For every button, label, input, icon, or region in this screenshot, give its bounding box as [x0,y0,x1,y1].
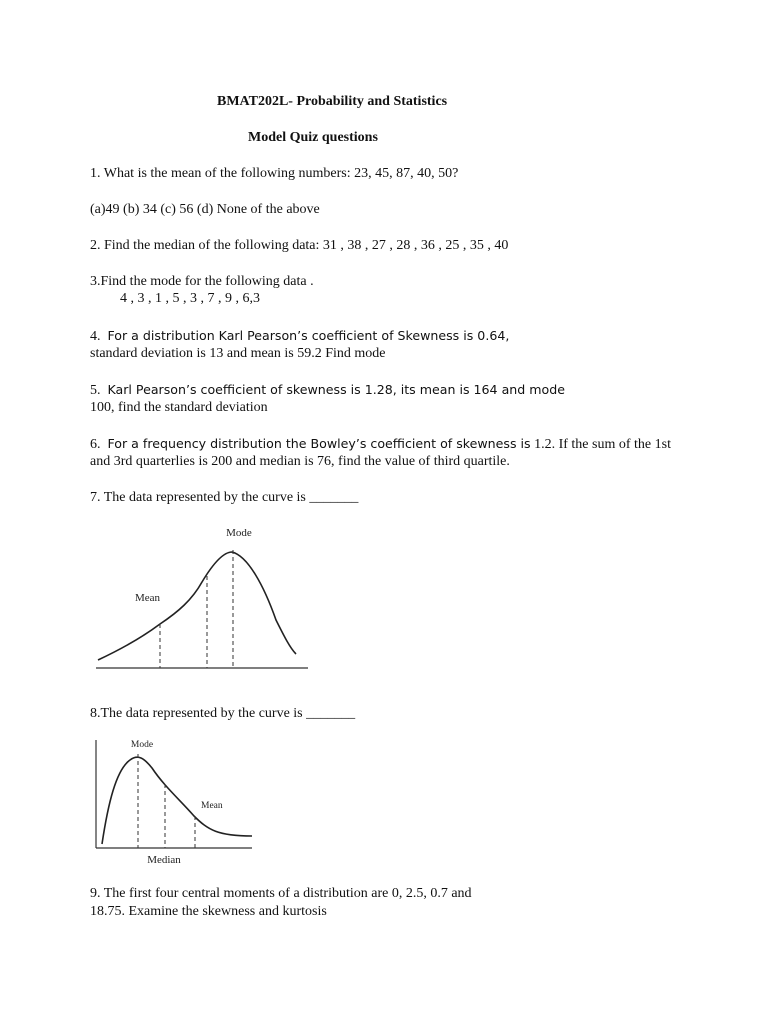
question-6-text-serif: 1.2. If the sum of the 1st [534,437,671,452]
figure-8-mean-label: Mean [201,801,223,811]
figure-7-skew-curve [90,520,320,685]
question-5-text-sans: Karl Pearson’s coefficient of skewness is 1.28, its mean is 164 and mode [107,382,565,397]
question-2: 2. Find the median of the following data: 31 , 38 , 27 , 28 , 36 , 25 , 35 , 40 [90,238,509,253]
question-6-number: 6. [90,437,101,452]
question-9-line-2: 18.75. Examine the skewness and kurtosis [90,904,327,919]
question-8: 8.The data represented by the curve is _______ [90,706,356,721]
figure-8-median-label: Median [147,854,181,866]
quiz-subtitle: Model Quiz questions [248,130,378,145]
figure-7-mode-label: Mode [226,527,252,539]
figure-8-mode-label: Mode [130,740,154,750]
question-1: 1. What is the mean of the following numbers: 23, 45, 87, 40, 50? [90,166,459,181]
question-3-data: 4 , 3 , 1 , 5 , 3 , 7 , 9 , 6,3 [120,291,260,306]
question-4-line-1 [90,328,509,345]
question-3: 3.Find the mode for the following data . [90,274,314,289]
figure-7-curve [98,552,296,660]
question-5-line-2: 100, find the standard deviation [90,400,268,415]
question-9-line-1: 9. The first four central moments of a distribution are 0, 2.5, 0.7 and [90,886,472,901]
question-6-line-2: and 3rd quarterlies is 200 and median is 76, find the value of third quartile. [90,454,510,469]
figure-7-mean-label: Mean [135,592,161,604]
question-5-line-1 [90,382,565,399]
figure-8-skew-curve [90,734,260,869]
question-6-line-1 [90,436,671,453]
question-4-line-2: standard deviation is 13 and mean is 59.2 Find mode [90,346,386,361]
course-title: BMAT202L- Probability and Statistics [217,94,448,109]
question-6-text-sans: For a frequency distribution the Bowley’s coefficient of skewness is [107,436,531,451]
question-7: 7. The data represented by the curve is _______ [90,490,359,505]
question-5-number: 5. [90,383,101,398]
question-4-number: 4. [90,329,101,344]
question-1-options: (a)49 (b) 34 (c) 56 (d) None of the above [90,202,320,217]
question-4-text-sans: For a distribution Karl Pearson’s coefficient of Skewness is 0.64, [107,328,510,343]
figure-8-curve [102,757,252,844]
